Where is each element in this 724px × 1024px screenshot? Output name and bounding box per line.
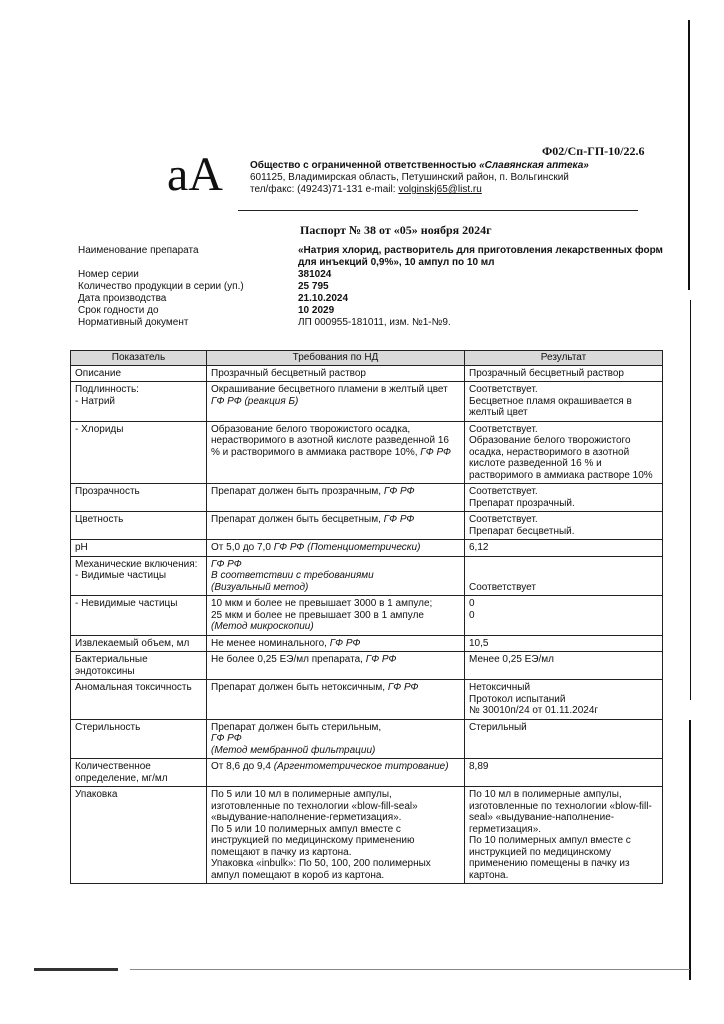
table-row [71, 787, 663, 884]
cell-requirement: Препарат должен быть стерильным, ГФ РФ (Метод мембранной фильтрации) [207, 719, 465, 759]
table-row [71, 556, 663, 596]
cell-requirement: Окрашивание бесцветного пламени в желтый цвет ГФ РФ (реакция Б) [207, 382, 465, 422]
company-address: 601125, Владимирская область, Петушинский район, п. Вольгинский [250, 172, 569, 183]
cell-requirement: ГФ РФ В соответствии с требованиями (Визуальный метод) [207, 556, 465, 596]
logo-letters: аА [167, 148, 223, 198]
info-row-production-date: Дата производства 21.10.2024 [78, 293, 349, 304]
cell-result: Соответствует. Препарат прозрачный. [465, 484, 663, 512]
cell-result: Соответствует [465, 556, 663, 596]
cell-result: Соответствует. Образование белого творожистого осадка, нерастворимого в азотной кислоте разведенной 16 % и растворимого в аммиака растворе 10% [465, 421, 663, 484]
cell-result: Соответствует. Препарат бесцветный. [465, 512, 663, 540]
cell-requirement: Прозрачный бесцветный раствор [207, 365, 465, 382]
company-header [250, 160, 630, 196]
scan-edge-mark [34, 968, 118, 971]
cell-indicator: Прозрачность [71, 484, 207, 512]
cell-requirement: Образование белого творожистого осадка, нерастворимого в азотной кислоте разведенной 16 % и растворимого в аммиака растворе 10%, ГФ РФ [207, 421, 465, 484]
cell-requirement: Препарат должен быть бесцветным, ГФ РФ [207, 512, 465, 540]
table-row [71, 719, 663, 759]
table-row [71, 635, 663, 652]
cell-indicator: Подлинность: - Натрий [71, 382, 207, 422]
cell-result: Менее 0,25 ЕЭ/мл [465, 652, 663, 680]
table-row [71, 484, 663, 512]
table-row [71, 680, 663, 720]
product-info [78, 245, 668, 329]
scan-edge-mark [688, 20, 690, 290]
info-row-normative-doc: Нормативный документ ЛП 000955-181011, изм. №1-№9. [78, 317, 451, 328]
info-row-name: Наименование препарата «Натрия хлорид, растворитель для приготовления лекарственных форм для инъекций 0,9%», 10 ампул по 10 мл [78, 245, 663, 268]
cell-indicator: Бактериальные эндотоксины [71, 652, 207, 680]
cell-indicator: pH [71, 540, 207, 557]
document-code: Ф02/Сп-ГП-10/22.6 [542, 144, 645, 158]
cell-requirement: Не более 0,25 ЕЭ/мл препарата, ГФ РФ [207, 652, 465, 680]
info-row-expiry: Срок годности до 10 2029 [78, 305, 335, 316]
header-requirements: Требования по НД [207, 351, 465, 366]
cell-requirement: По 5 или 10 мл в полимерные ампулы, изготовленные по технологии «blow-fill-seal» «выдувание-наполнение-герметизация». По 5 или 10 полимерных ампул вместе с инструкцией по медицинскому применению помещают в пачку из картона. Упаковка «inbulk»: По 50, 100, 200 полимерных ампул помещают в короб из картона. [207, 787, 465, 884]
header-result: Результат [465, 351, 663, 366]
table-row [71, 540, 663, 557]
cell-result: 0 0 [465, 596, 663, 636]
cell-indicator: Стерильность [71, 719, 207, 759]
cell-indicator: - Хлориды [71, 421, 207, 484]
scan-edge-mark [130, 969, 690, 970]
cell-indicator: - Невидимые частицы [71, 596, 207, 636]
scan-edge-mark [690, 300, 691, 700]
table-row [71, 596, 663, 636]
passport-title: Паспорт № 38 от «05» ноября 2024г [300, 223, 492, 237]
cell-result: 8,89 [465, 759, 663, 787]
table-row [71, 512, 663, 540]
specification-table [70, 350, 663, 884]
cell-indicator: Количественное определение, мг/мл [71, 759, 207, 787]
cell-indicator: Упаковка [71, 787, 207, 884]
table-row [71, 365, 663, 382]
cell-result: По 10 мл в полимерные ампулы, изготовленные по технологии «blow-fill-seal» «выдувание-наполнение-герметизация». По 10 полимерных ампул вместе с инструкцией по медицинскому применению помещены в пачку из картона. [465, 787, 663, 884]
cell-result: 10,5 [465, 635, 663, 652]
cell-result: Нетоксичный Протокол испытаний № 30010п/24 от 01.11.2024г [465, 680, 663, 720]
cell-indicator: Цветность [71, 512, 207, 540]
cell-requirement: От 5,0 до 7,0 ГФ РФ (Потенциометрически) [207, 540, 465, 557]
cell-indicator: Описание [71, 365, 207, 382]
cell-result: Соответствует. Бесцветное пламя окрашивается в желтый цвет [465, 382, 663, 422]
table-row [71, 759, 663, 787]
cell-requirement: Препарат должен быть прозрачным, ГФ РФ [207, 484, 465, 512]
info-row-quantity: Количество продукции в серии (уп.) 25 795 [78, 281, 329, 292]
cell-result: Стерильный [465, 719, 663, 759]
scan-edge-mark [689, 720, 691, 980]
header-indicator: Показатель [71, 351, 207, 366]
table-header-row [71, 351, 663, 366]
cell-result: Прозрачный бесцветный раствор [465, 365, 663, 382]
table-row [71, 652, 663, 680]
company-email[interactable]: volginskj65@list.ru [398, 184, 482, 195]
cell-requirement: От 8,6 до 9,4 (Аргентометрическое титрование) [207, 759, 465, 787]
company-contacts: тел/факс: (49243)71-131 e-mail: volginskj65@list.ru [250, 184, 482, 195]
cell-indicator: Извлекаемый объем, мл [71, 635, 207, 652]
cell-result: 6,12 [465, 540, 663, 557]
table-row [71, 421, 663, 484]
cell-indicator: Механические включения: - Видимые частицы [71, 556, 207, 596]
cell-indicator: Аномальная токсичность [71, 680, 207, 720]
table-row [71, 382, 663, 422]
cell-requirement: 10 мкм и более не превышает 3000 в 1 ампуле; 25 мкм и более не превышает 300 в 1 ампуле (Метод микроскопии) [207, 596, 465, 636]
company-name: Общество с ограниченной ответственностью «Славянская аптека» [250, 160, 589, 171]
info-row-series: Номер серии 381024 [78, 269, 332, 280]
company-logo [165, 146, 237, 198]
header-divider [238, 210, 638, 211]
cell-requirement: Не менее номинального, ГФ РФ [207, 635, 465, 652]
cell-requirement: Препарат должен быть нетоксичным, ГФ РФ [207, 680, 465, 720]
